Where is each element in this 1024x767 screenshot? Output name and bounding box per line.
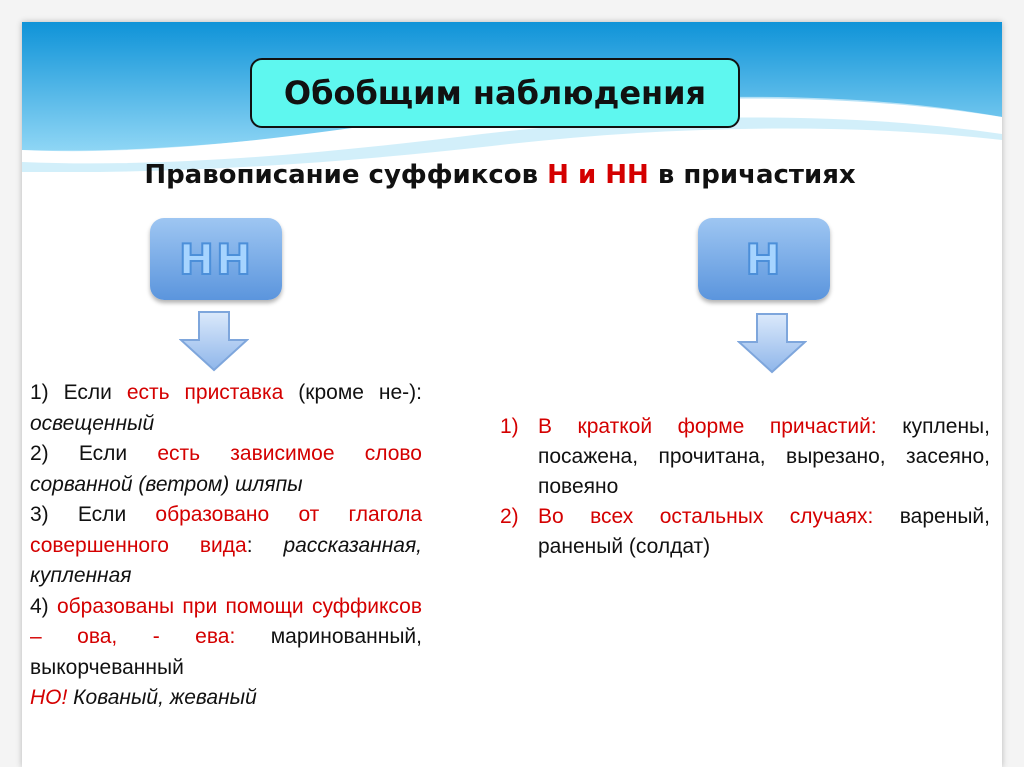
n-pill <box>698 218 830 300</box>
rule-text: 4) <box>30 594 57 618</box>
subtitle-part1: Правописание суффиксов <box>144 160 548 190</box>
rule-example: сорванной (ветром) шляпы <box>30 472 303 496</box>
rule-text: (кроме не-): <box>283 381 422 404</box>
rule-highlight: образованы при помощи суффиксов – ова, - ева: <box>30 594 422 648</box>
rule-text: 1) Если <box>30 381 127 404</box>
exception-label: НО! <box>30 686 68 709</box>
down-arrow-icon <box>179 310 249 372</box>
exception-example: Кованый, жеваный <box>67 686 257 709</box>
rule-text: 3) Если <box>30 503 156 526</box>
subtitle-part3: в причастиях <box>648 160 856 190</box>
rule-example: маринованный, выкорчеванный <box>30 625 422 679</box>
nn-rule-2 <box>30 439 422 500</box>
n-rule-2 <box>500 502 990 562</box>
n-rules <box>500 412 990 562</box>
rule-example: рассказанная, купленная <box>30 533 422 587</box>
nn-rule-1 <box>30 378 422 439</box>
rule-example: освещенный <box>30 411 155 435</box>
nn-pill-label: НН <box>178 234 254 284</box>
rule-highlight: есть приставка <box>126 381 284 404</box>
nn-rules <box>30 378 422 714</box>
nn-rule-3 <box>30 500 422 592</box>
rule-highlight: В краткой форме причастий: <box>538 415 877 438</box>
rule-text: 2) Если <box>30 442 158 465</box>
subtitle-highlight: Н и НН <box>547 160 649 190</box>
rule-number: 2) <box>500 505 519 528</box>
n-pill-label: Н <box>745 234 783 284</box>
rule-highlight: есть зависимое слово <box>157 442 422 465</box>
rule-text: : <box>246 533 284 557</box>
n-rule-1 <box>500 412 990 502</box>
nn-rule-4 <box>30 592 422 684</box>
rule-example: вареный, раненый (солдат) <box>538 505 990 558</box>
nn-pill <box>150 218 282 300</box>
nn-exception <box>30 683 422 714</box>
subtitle <box>0 160 1000 190</box>
rule-highlight: Во всех остальных случаях: <box>538 505 874 528</box>
down-arrow-icon <box>737 312 807 374</box>
title-box <box>250 58 740 128</box>
rule-example: куплены, посажена, прочитана, вырезано, засеяно, повеяно <box>538 415 990 498</box>
rule-number: 1) <box>500 415 519 438</box>
title-text: Обобщим наблюдения <box>283 74 707 112</box>
rule-body <box>538 502 990 562</box>
rule-body <box>538 412 990 502</box>
rule-highlight: образовано от глагола совершенного вида <box>30 503 422 557</box>
